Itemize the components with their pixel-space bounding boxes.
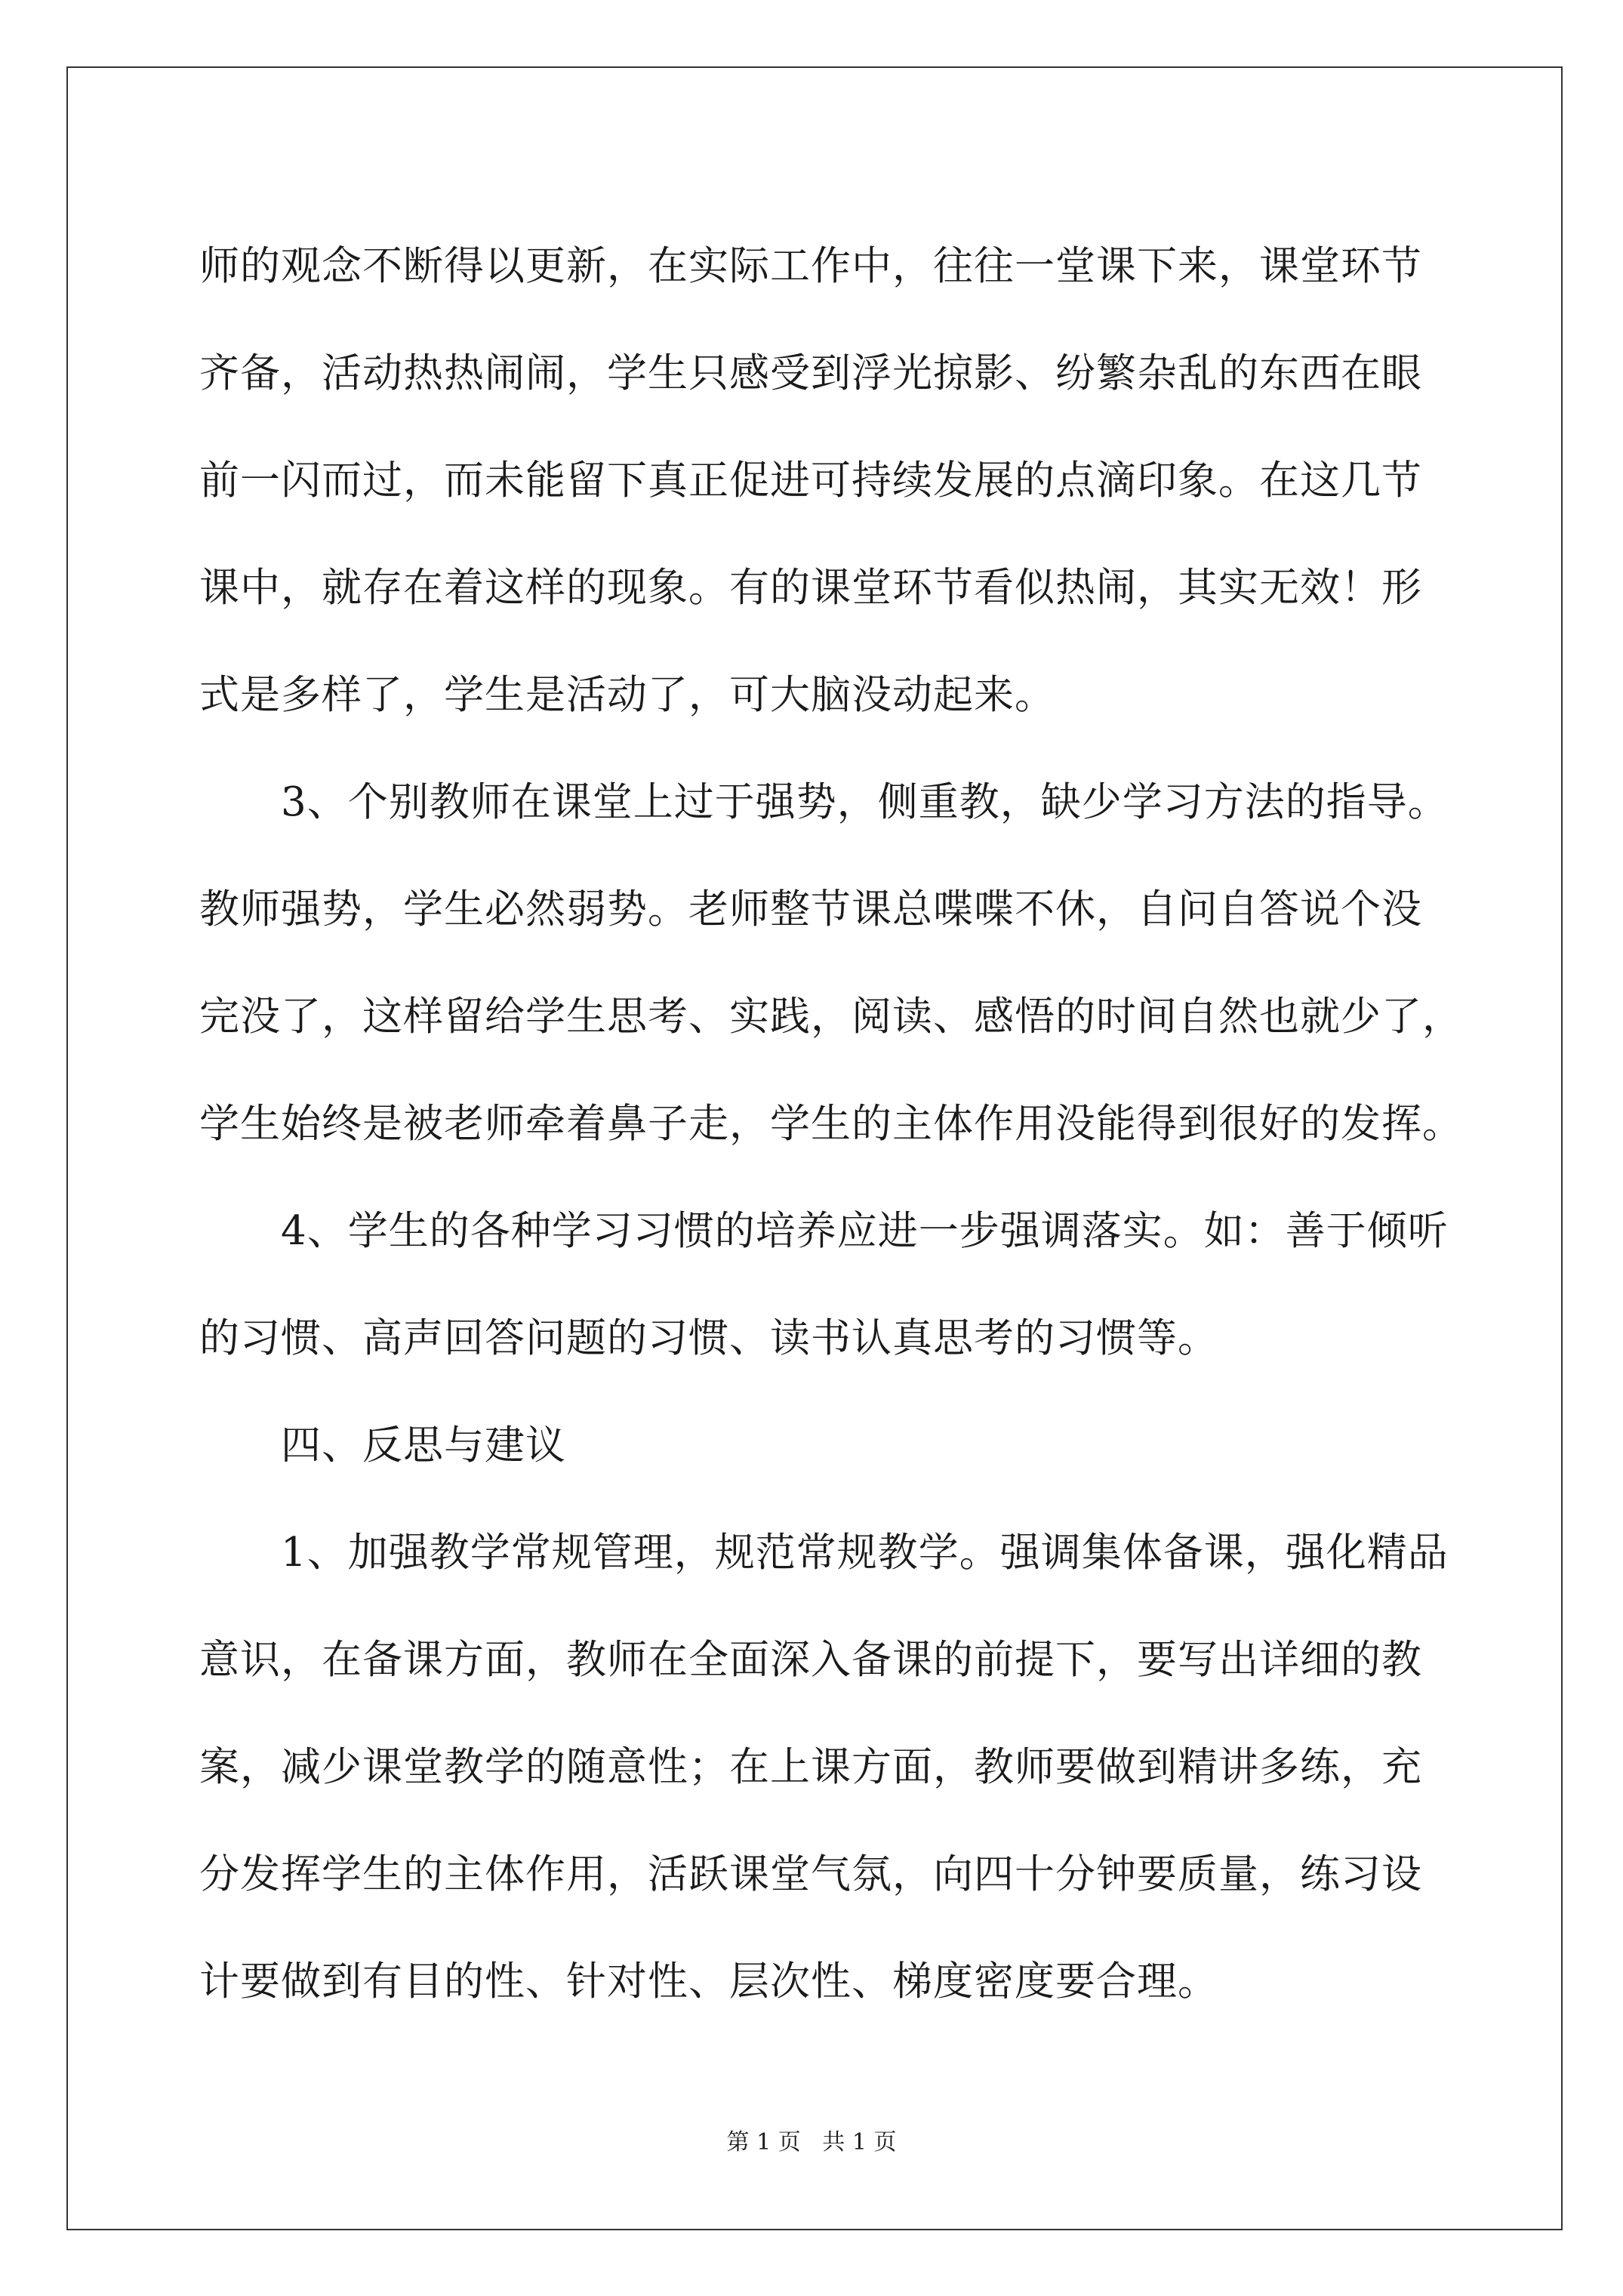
text-line-17: 计要做到有目的性、针对性、层次性、梯度密度要合理。 (199, 1959, 1218, 2005)
page-footer: 第 1 页 共 1 页 (726, 2129, 897, 2156)
section-heading: 四、反思与建议 (281, 1422, 566, 1469)
text-line-8: 完没了，这样留给学生思考、实践，阅读、感悟的时间自然也就少了， (199, 994, 1463, 1040)
text-line-5: 式是多样了，学生是活动了，可大脑没动起来。 (199, 672, 1055, 718)
text-line-6: 3、个别教师在课堂上过于强势，侧重教，缺少学习方法的指导。 (281, 779, 1449, 825)
text-line-16: 分发挥学生的主体作用，活跃课堂气氛，向四十分钟要质量，练习设 (199, 1851, 1422, 1897)
document-body (199, 213, 1463, 2036)
text-line-9: 学生始终是被老师牵着鼻子走，学生的主体作用没能得到很好的发挥。 (199, 1101, 1463, 1147)
text-line-2: 齐备，活动热热闹闹，学生只感受到浮光掠影、纷繁杂乱的东西在眼 (199, 350, 1422, 396)
text-line-1: 师的观念不断得以更新，在实际工作中，往往一堂课下来，课堂环节 (199, 243, 1422, 289)
text-line-14: 意识，在备课方面，教师在全面深入备课的前提下，要写出详细的教 (199, 1637, 1422, 1683)
text-line-3: 前一闪而过，而未能留下真正促进可持续发展的点滴印象。在这几节 (199, 458, 1422, 504)
text-line-11: 的习惯、高声回答问题的习惯、读书认真思考的习惯等。 (199, 1315, 1218, 1361)
text-line-7: 教师强势，学生必然弱势。老师整节课总喋喋不休，自问自答说个没 (199, 886, 1422, 932)
text-line-15: 案，减少课堂教学的随意性；在上课方面，教师要做到精讲多练，充 (199, 1744, 1422, 1790)
text-line-4: 课中，就存在着这样的现象。有的课堂环节看似热闹，其实无效！形 (199, 565, 1422, 611)
text-line-10: 4、学生的各种学习习惯的培养应进一步强调落实。如：善于倾听 (281, 1208, 1449, 1254)
text-line-13: 1、加强教学常规管理，规范常规教学。强调集体备课，强化精品 (281, 1530, 1449, 1576)
